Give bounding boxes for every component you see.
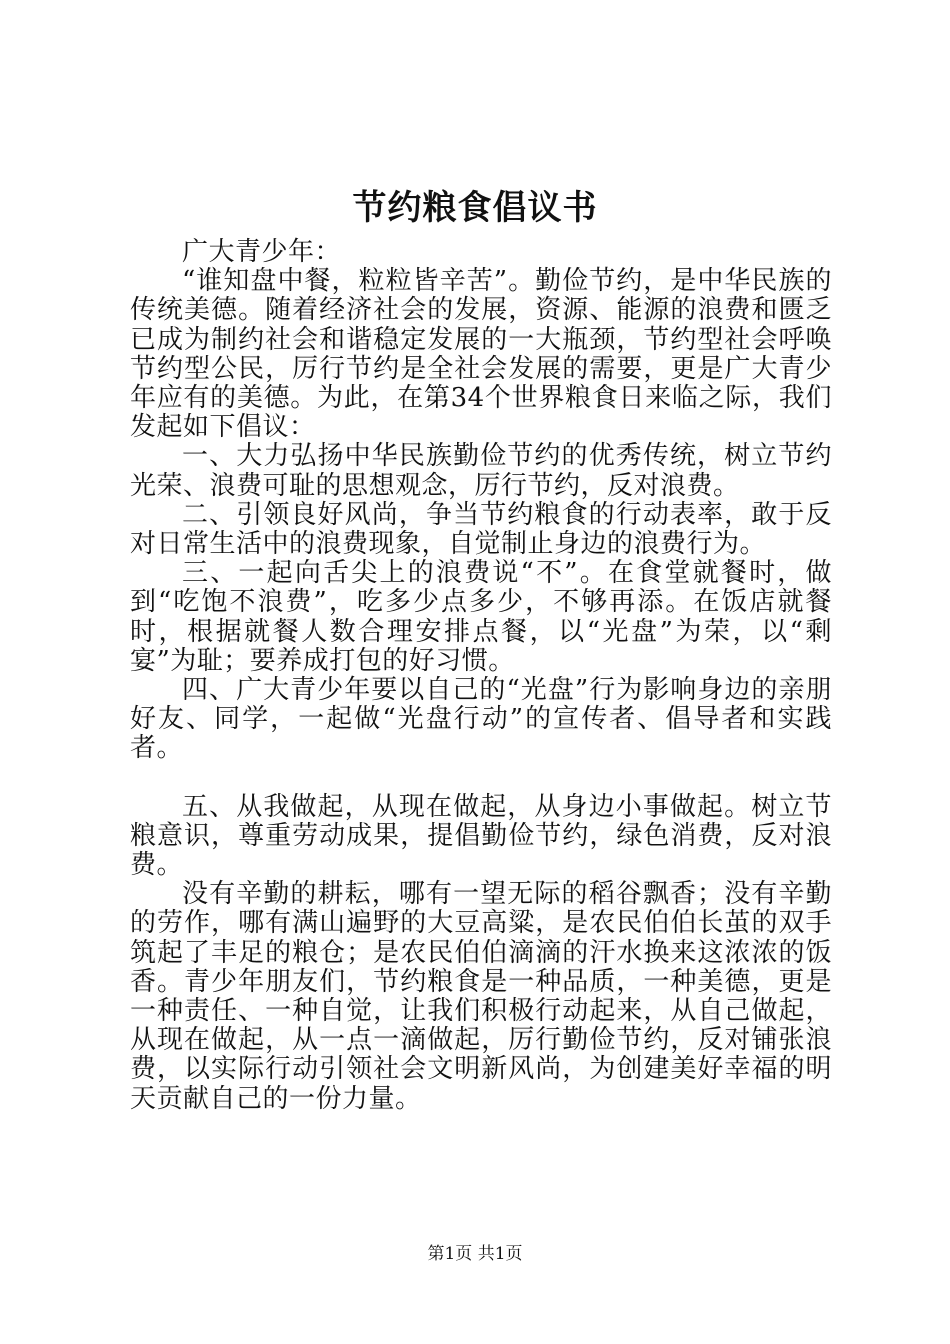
paragraph-proposal-2: 二、引领良好风尚，争当节约粮食的行动表率，敢于反对日常生活中的浪费现象，自觉制止身边的浪费行为。 — [130, 499, 832, 560]
paragraph-proposal-4: 四、广大青少年要以自己的“光盘”行为影响身边的亲朋好友、同学，一起做“光盘行动”的宣传者、倡导者和实践者。 — [130, 675, 832, 764]
document-title: 节约粮食倡议书 — [352, 188, 598, 228]
page-footer: 第1页 共1页 — [427, 1244, 523, 1264]
paragraph-proposal-1: 一、大力弘扬中华民族勤俭节约的优秀传统，树立节约光荣、浪费可耻的思想观念，厉行节约，反对浪费。 — [130, 441, 832, 501]
paragraph-closing: 没有辛勤的耕耘，哪有一望无际的稻谷飘香；没有辛勤的劳作，哪有满山遍野的大豆高粱，是农民伯伯长茧的双手筑起了丰足的粮仓；是农民伯伯滴滴的汗水换来这浓浓的饭香。青少年朋友们，节约粮食是一种品质，一种美德，更是一种责任、一种自觉，让我们积极行动起来，从自己做起，从现在做起，从一点一滴做起，厉行勤俭节约，反对铺张浪费，以实际行动引领社会文明新风尚，为创建美好幸福的明天贡献自己的一份力量。 — [130, 879, 832, 1114]
paragraph-proposal-5: 五、从我做起，从现在做起，从身边小事做起。树立节粮意识，尊重劳动成果，提倡勤俭节约，绿色消费，反对浪费。 — [130, 791, 832, 881]
salutation: 广大青少年： — [182, 237, 342, 267]
document-body — [130, 238, 832, 1114]
paragraph-proposal-3: 三、一起向舌尖上的浪费说“不”。在食堂就餐时，做到“吃饱不浪费”，吃多少点多少，不够再添。在饭店就餐时，根据就餐人数合理安排点餐，以“光盘”为荣，以“剩宴”为耻；要养成打包的好习惯。 — [130, 558, 832, 676]
paragraph-intro: “谁知盘中餐，粒粒皆辛苦”。勤俭节约，是中华民族的传统美德。随着经济社会的发展，资源、能源的浪费和匮乏已成为制约社会和谐稳定发展的一大瓶颈，节约型社会呼唤节约型公民，厉行节约是全社会发展的需要，更是广大青少年应有的美德。为此，在第34个世界粮食日来临之际，我们发起如下倡议： — [130, 266, 832, 443]
